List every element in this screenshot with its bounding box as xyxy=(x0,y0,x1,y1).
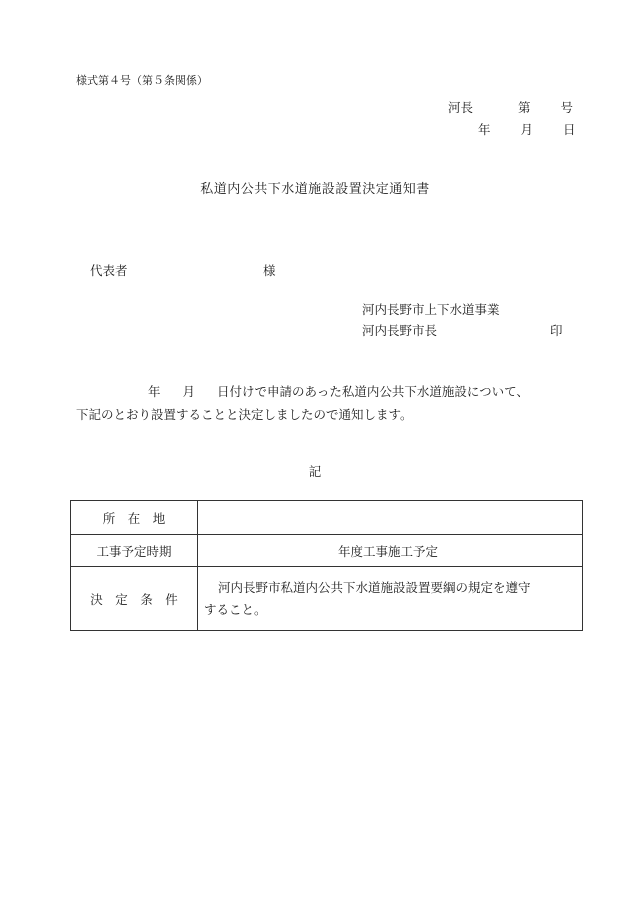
location-value xyxy=(198,501,583,535)
table-row xyxy=(71,535,583,567)
reference-year: 年 xyxy=(478,122,491,137)
conditions-line1 xyxy=(204,577,572,599)
schedule-label: 工事予定時期 xyxy=(71,535,198,567)
ki-heading: 記 xyxy=(308,464,322,479)
table-row xyxy=(71,501,583,535)
reference-dai: 第 xyxy=(518,100,531,115)
issuer-organization: 河内長野市上下水道事業 xyxy=(362,302,500,317)
conditions-label: 決 定 条 件 xyxy=(71,567,198,631)
notice-body xyxy=(76,380,586,426)
body-month: 月 xyxy=(182,384,196,399)
schedule-value: 年度工事施工予定 xyxy=(198,535,583,567)
conditions-line1-text: 河内長野市私道内公共下水道施設設置要綱の規定を遵守 xyxy=(218,579,531,595)
addressee-honorific: 様 xyxy=(263,263,276,278)
document-title: 私道内公共下水道施設設置決定通知書 xyxy=(200,182,430,197)
conditions-value xyxy=(198,567,583,631)
reference-number-row xyxy=(448,98,573,116)
body-text-line1: 日付けで申請のあった私道内公共下水道施設について、 xyxy=(217,384,529,399)
addressee-label: 代表者 xyxy=(90,263,128,278)
reference-day: 日 xyxy=(563,122,576,137)
form-number: 様式第４号（第５条関係） xyxy=(76,74,208,87)
reference-date-row xyxy=(478,120,576,138)
body-year: 年 xyxy=(148,384,161,399)
issuer-seal-mark: 印 xyxy=(550,323,563,338)
conditions-table xyxy=(70,500,583,631)
conditions-line2: すること。 xyxy=(204,601,267,617)
reference-month: 月 xyxy=(520,122,534,137)
table-row xyxy=(71,567,583,631)
body-text-line2: 下記のとおり設置することと決定しましたので通知します。 xyxy=(76,407,413,422)
reference-go: 号 xyxy=(560,100,574,115)
issuer-position: 河内長野市長 xyxy=(362,323,438,338)
location-label: 所 在 地 xyxy=(71,501,198,535)
notice-body-line1 xyxy=(76,380,586,403)
reference-prefix: 河長 xyxy=(448,100,474,115)
